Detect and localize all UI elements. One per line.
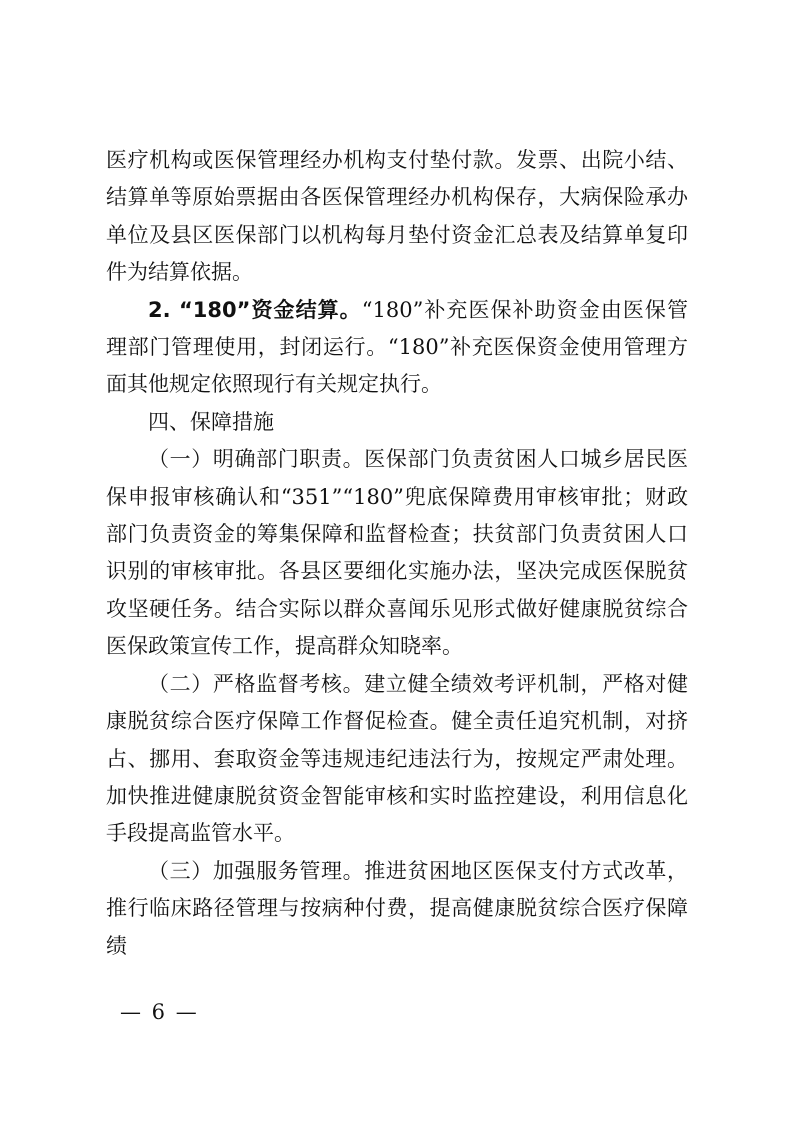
paragraph-service	[106, 853, 688, 965]
page-number: — 6 —	[120, 1000, 199, 1024]
paragraph-duties	[106, 441, 688, 665]
paragraph-text: “180”补充医保补助资金由医保管理部门管理使用，封闭运行。“180”补充医保资金使用管理方面其他规定依照现行有关规定执行。	[106, 297, 688, 397]
paragraph-bold-lead: 2. “180”资金结算。	[148, 297, 362, 322]
paragraph-text: （二）严格监督考核。建立健全绩效考评机制，严格对健康脱贫综合医疗保障工作督促检查。健全责任追究机制，对挤占、挪用、套取资金等违规违纪违法行为，按规定严肃处理。加快推进健康脱贫资金智能审核和实时监控建设，利用信息化手段提高监管水平。	[106, 671, 688, 846]
paragraph-supervision	[106, 666, 688, 853]
paragraph-text: 医疗机构或医保管理经办机构支付垫付款。发票、出院小结、结算单等原始票据由各医保管理经办机构保存，大病保险承办单位及县区医保部门以机构每月垫付资金汇总表及结算单复印件为结算依据。	[106, 148, 688, 285]
paragraph-continuation	[106, 142, 688, 292]
section-heading-text: 四、保障措施	[148, 409, 274, 434]
paragraph-text: （一）明确部门职责。医保部门负责贫困人口城乡居民医保申报审核确认和“351”“180”兜底保障费用审核审批；财政部门负责资金的筹集保障和监督检查；扶贫部门负责贫困人口识别的审核审批。各县区要细化实施办法，坚决完成医保脱贫攻坚硬任务。结合实际以群众喜闻乐见形式做好健康脱贫综合医保政策宣传工作，提高群众知晓率。	[106, 447, 688, 659]
paragraph-180-settlement	[106, 292, 688, 404]
paragraph-text: （三）加强服务管理。推进贫困地区医保支付方式改革，推行临床路径管理与按病种付费，提高健康脱贫综合医疗保障绩	[106, 858, 688, 958]
section-heading	[106, 404, 688, 441]
document-body	[106, 142, 688, 965]
